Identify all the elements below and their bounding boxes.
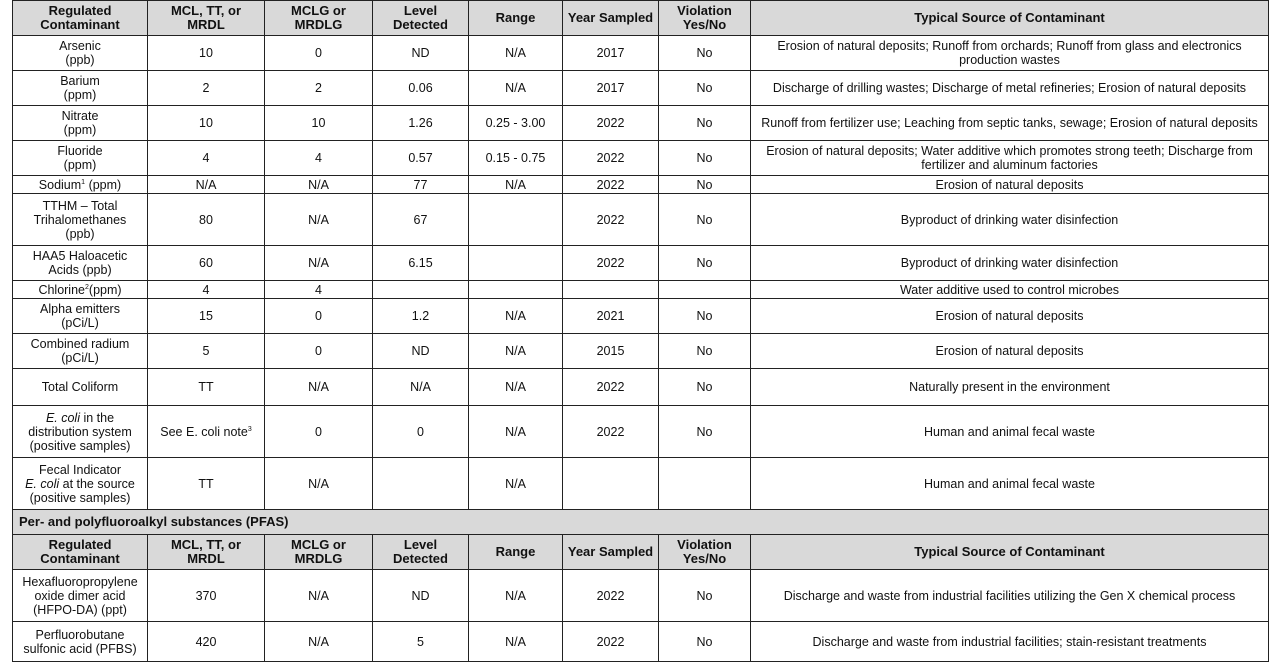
mcl-cell: N/A [148, 176, 265, 194]
source-cell: Discharge of drilling wastes; Discharge of metal refineries; Erosion of natural deposits [751, 71, 1269, 106]
contaminant-cell [13, 246, 148, 281]
table-row [13, 246, 1269, 281]
level-cell: 0.06 [373, 71, 469, 106]
header-level: Level Detected [373, 535, 469, 570]
source-cell: Water additive used to control microbes [751, 281, 1269, 299]
range-cell [469, 246, 563, 281]
mclg-cell: N/A [265, 194, 373, 246]
contaminant-unit: (ppm) [63, 88, 97, 102]
header-violation: Violation Yes/No [659, 535, 751, 570]
mcl-cell: 370 [148, 570, 265, 622]
year-cell: 2022 [563, 194, 659, 246]
source-cell: Erosion of natural deposits [751, 334, 1269, 369]
level-cell: ND [373, 334, 469, 369]
contaminant-unit: (ppb) [82, 263, 112, 277]
mclg-cell: 10 [265, 106, 373, 141]
range-cell: N/A [469, 299, 563, 334]
contaminant-cell [13, 176, 148, 194]
source-cell: Erosion of natural deposits [751, 299, 1269, 334]
source-cell: Discharge and waste from industrial facilities; stain-resistant treatments [751, 622, 1269, 662]
contaminant-unit: (ppm) [63, 123, 97, 137]
violation-cell: No [659, 141, 751, 176]
mclg-cell: N/A [265, 246, 373, 281]
mcl-cell [148, 406, 265, 458]
contaminant-cell [13, 36, 148, 71]
violation-cell: No [659, 299, 751, 334]
range-cell: N/A [469, 36, 563, 71]
table-row [13, 106, 1269, 141]
range-cell: N/A [469, 176, 563, 194]
mclg-cell: 0 [265, 36, 373, 71]
range-cell: N/A [469, 570, 563, 622]
contaminant-name: Nitrate [61, 109, 99, 123]
violation-cell: No [659, 176, 751, 194]
table-row [13, 194, 1269, 246]
header-contaminant: Regulated Contaminant [13, 1, 148, 36]
contaminant-unit: (pCi/L) [61, 351, 99, 365]
year-cell: 2017 [563, 36, 659, 71]
mclg-cell: 4 [265, 281, 373, 299]
pfas-section-title: Per- and polyfluoroalkyl substances (PFAS) [13, 510, 1269, 535]
level-cell: 0.57 [373, 141, 469, 176]
year-cell: 2022 [563, 622, 659, 662]
violation-cell [659, 281, 751, 299]
table-row [13, 369, 1269, 406]
contaminant-cell [13, 106, 148, 141]
level-cell: ND [373, 36, 469, 71]
year-cell: 2021 [563, 299, 659, 334]
range-cell: 0.25 - 3.00 [469, 106, 563, 141]
mcl-cell: 5 [148, 334, 265, 369]
range-cell: N/A [469, 406, 563, 458]
level-cell: 77 [373, 176, 469, 194]
mcl-cell: 15 [148, 299, 265, 334]
year-cell [563, 281, 659, 299]
year-cell: 2022 [563, 369, 659, 406]
level-cell: N/A [373, 369, 469, 406]
year-cell: 2022 [563, 246, 659, 281]
source-cell: Byproduct of drinking water disinfection [751, 194, 1269, 246]
year-cell: 2022 [563, 141, 659, 176]
source-cell: Naturally present in the environment [751, 369, 1269, 406]
contaminant-name: Chlorine [38, 282, 85, 297]
range-cell: N/A [469, 622, 563, 662]
header-contaminant: Regulated Contaminant [13, 535, 148, 570]
range-cell: N/A [469, 458, 563, 510]
year-cell: 2015 [563, 334, 659, 369]
mclg-cell: 0 [265, 406, 373, 458]
contaminant-cell [13, 141, 148, 176]
section-header-row [13, 510, 1269, 535]
contaminant-unit: (pCi/L) [61, 316, 99, 330]
mclg-cell: N/A [265, 622, 373, 662]
contaminant-cell [13, 458, 148, 510]
mcl-cell: TT [148, 369, 265, 406]
contaminant-name: HAA5 Haloacetic Acids [32, 249, 128, 277]
violation-cell [659, 458, 751, 510]
source-cell: Erosion of natural deposits; Runoff from orchards; Runoff from glass and electronics production wastes [751, 36, 1269, 71]
mclg-cell: 4 [265, 141, 373, 176]
mcl-cell: 420 [148, 622, 265, 662]
source-cell: Erosion of natural deposits; Water additive which promotes strong teeth; Discharge from fertilizer and aluminum factories [751, 141, 1269, 176]
violation-cell: No [659, 406, 751, 458]
table-row [13, 570, 1269, 622]
table-row [13, 281, 1269, 299]
mcl-cell: 4 [148, 141, 265, 176]
header-level: Level Detected [373, 1, 469, 36]
header-mclg: MCLG or MRDLG [265, 1, 373, 36]
mclg-cell: 0 [265, 334, 373, 369]
contaminant-cell [13, 406, 148, 458]
mclg-cell: N/A [265, 369, 373, 406]
level-cell: ND [373, 570, 469, 622]
table-row [13, 176, 1269, 194]
contaminant-cell [13, 369, 148, 406]
level-cell: 5 [373, 622, 469, 662]
contaminant-cell [13, 281, 148, 299]
contaminant-unit: (ppb) [65, 53, 95, 67]
mcl-cell: 4 [148, 281, 265, 299]
table-header-row [13, 535, 1269, 570]
table-header-row [13, 1, 1269, 36]
level-cell [373, 281, 469, 299]
source-cell: Human and animal fecal waste [751, 458, 1269, 510]
year-cell [563, 458, 659, 510]
contaminant-cell [13, 622, 148, 662]
contaminant-name: Total Coliform [41, 380, 119, 394]
mclg-cell: N/A [265, 458, 373, 510]
header-year: Year Sampled [563, 1, 659, 36]
level-cell: 1.26 [373, 106, 469, 141]
contaminant-name: Fecal Indicator [39, 462, 121, 477]
header-source: Typical Source of Contaminant [751, 1, 1269, 36]
contaminant-name: Arsenic [59, 39, 101, 53]
footnote-marker: 2 [85, 283, 89, 291]
mcl-cell: 10 [148, 36, 265, 71]
mcl-value: See E. coli note [160, 424, 248, 439]
level-cell: 67 [373, 194, 469, 246]
contaminant-unit: (ppm) [63, 158, 97, 172]
mclg-cell: N/A [265, 570, 373, 622]
header-mcl: MCL, TT, or MRDL [148, 1, 265, 36]
source-cell: Erosion of natural deposits [751, 176, 1269, 194]
mclg-cell: N/A [265, 176, 373, 194]
contaminant-cell [13, 194, 148, 246]
footnote-marker: 1 [81, 178, 86, 186]
header-mcl: MCL, TT, or MRDL [148, 535, 265, 570]
source-cell: Runoff from fertilizer use; Leaching from septic tanks, sewage; Erosion of natural deposits [751, 106, 1269, 141]
violation-cell: No [659, 194, 751, 246]
violation-cell: No [659, 36, 751, 71]
mcl-cell: 10 [148, 106, 265, 141]
range-cell [469, 281, 563, 299]
table-row [13, 71, 1269, 106]
source-cell: Human and animal fecal waste [751, 406, 1269, 458]
contaminant-unit: (positive samples) [29, 490, 131, 505]
header-mclg: MCLG or MRDLG [265, 535, 373, 570]
contaminant-name: Combined radium [30, 337, 130, 351]
contaminant-name-rest: in the distribution system [28, 410, 132, 439]
range-cell: N/A [469, 71, 563, 106]
contaminant-cell [13, 570, 148, 622]
contaminant-cell [13, 71, 148, 106]
range-cell: N/A [469, 369, 563, 406]
footnote-marker: 3 [247, 425, 252, 433]
year-cell: 2022 [563, 106, 659, 141]
level-cell: 0 [373, 406, 469, 458]
contaminant-name: Hexafluoropropylene oxide dimer acid [22, 574, 138, 603]
mclg-cell: 2 [265, 71, 373, 106]
violation-cell: No [659, 622, 751, 662]
contaminant-name: Sodium [38, 177, 82, 192]
contaminant-name: TTHM – Total Trihalomethanes [33, 198, 127, 227]
contaminant-cell [13, 299, 148, 334]
contaminant-name: Perfluorobutane sulfonic acid (PFBS) [23, 627, 137, 656]
contaminant-unit: (ppm) [88, 282, 122, 297]
level-cell: 6.15 [373, 246, 469, 281]
contaminant-name: Alpha emitters [40, 302, 120, 316]
header-range: Range [469, 535, 563, 570]
contaminant-name: Fluoride [57, 144, 103, 158]
range-cell: N/A [469, 334, 563, 369]
table-row [13, 299, 1269, 334]
level-cell: 1.2 [373, 299, 469, 334]
table-row [13, 36, 1269, 71]
contaminant-name-em: E. coli [25, 476, 60, 491]
contaminant-cell [13, 334, 148, 369]
level-cell [373, 458, 469, 510]
range-cell [469, 194, 563, 246]
violation-cell: No [659, 570, 751, 622]
contaminant-name: Barium [60, 74, 100, 88]
mcl-cell: 80 [148, 194, 265, 246]
contaminant-unit: (HFPO-DA) (ppt) [33, 602, 127, 617]
contaminant-unit: (ppm) [88, 177, 122, 192]
mcl-cell: TT [148, 458, 265, 510]
source-cell: Discharge and waste from industrial facilities utilizing the Gen X chemical process [751, 570, 1269, 622]
header-year: Year Sampled [563, 535, 659, 570]
mcl-cell: 2 [148, 71, 265, 106]
contaminant-table [12, 0, 1269, 662]
header-violation: Violation Yes/No [659, 1, 751, 36]
violation-cell: No [659, 334, 751, 369]
table-row [13, 334, 1269, 369]
contaminant-name: E. coli [45, 410, 80, 425]
table-row [13, 141, 1269, 176]
mclg-cell: 0 [265, 299, 373, 334]
year-cell: 2022 [563, 570, 659, 622]
contaminant-unit: (positive samples) [29, 438, 131, 453]
table-row [13, 458, 1269, 510]
violation-cell: No [659, 71, 751, 106]
header-source: Typical Source of Contaminant [751, 535, 1269, 570]
contaminant-unit: (ppb) [65, 226, 95, 241]
year-cell: 2022 [563, 176, 659, 194]
year-cell: 2022 [563, 406, 659, 458]
year-cell: 2017 [563, 71, 659, 106]
source-cell: Byproduct of drinking water disinfection [751, 246, 1269, 281]
mcl-cell: 60 [148, 246, 265, 281]
table-row [13, 622, 1269, 662]
header-range: Range [469, 1, 563, 36]
violation-cell: No [659, 246, 751, 281]
contaminant-name-rest: at the source [59, 476, 135, 491]
range-cell: 0.15 - 0.75 [469, 141, 563, 176]
violation-cell: No [659, 369, 751, 406]
violation-cell: No [659, 106, 751, 141]
table-row [13, 406, 1269, 458]
